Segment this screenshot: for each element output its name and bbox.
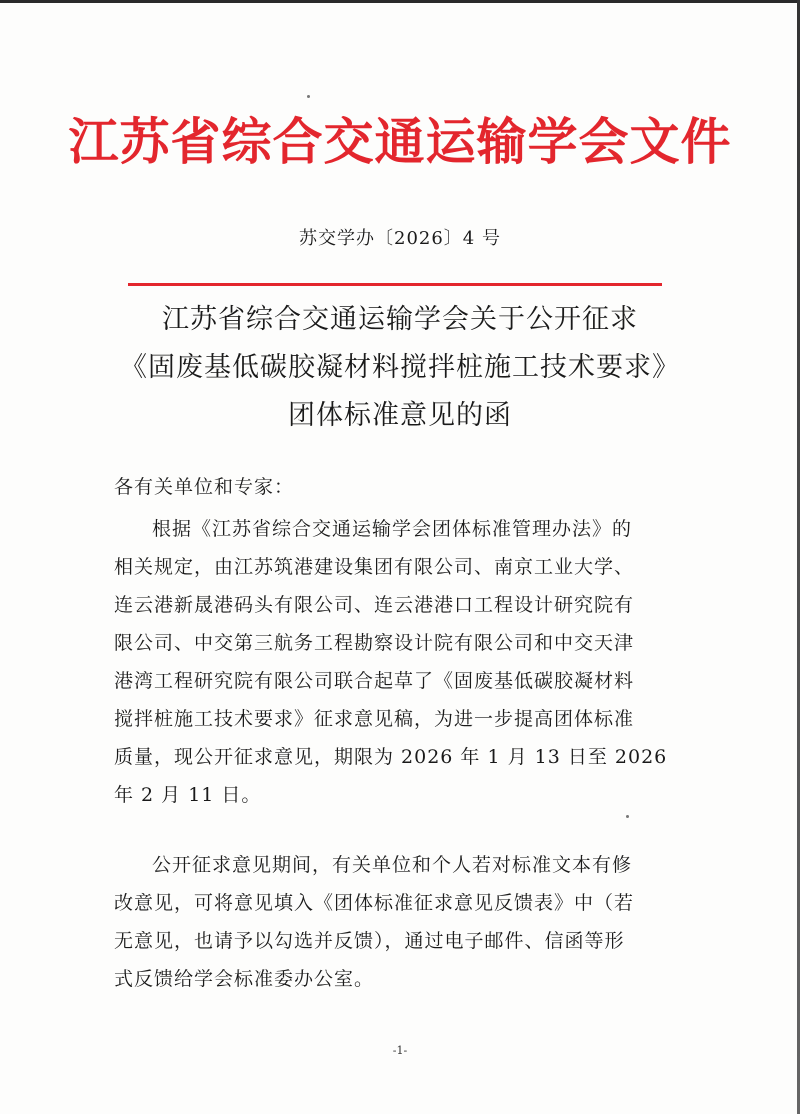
paragraph-line: 连云港新晟港码头有限公司、连云港港口工程设计研究院有 bbox=[114, 594, 635, 616]
scan-speck bbox=[626, 815, 629, 818]
red-divider-line bbox=[128, 283, 662, 286]
document-subject bbox=[0, 296, 800, 440]
body-paragraph-2 bbox=[114, 846, 696, 998]
scan-speck bbox=[307, 95, 310, 98]
subject-line: 江苏省综合交通运输学会关于公开征求 bbox=[162, 304, 638, 335]
document-number: 苏交学办〔2026〕4 号 bbox=[299, 228, 501, 249]
scan-top-edge bbox=[0, 0, 800, 3]
paragraph-line: 质量，现公开征求意见，期限为 2026 年 1 月 13 日至 2026 bbox=[114, 746, 668, 768]
subject-line: 《固废基低碳胶凝材料搅拌桩施工技术要求》 bbox=[120, 352, 680, 383]
paragraph-line: 港湾工程研究院有限公司联合起草了《固废基低碳胶凝材料 bbox=[114, 670, 635, 692]
paragraph-line: 公开征求意见期间，有关单位和个人若对标准文本有修 bbox=[152, 854, 633, 876]
body-paragraph-1 bbox=[114, 510, 696, 814]
paragraph-line: 根据《江苏省综合交通运输学会团体标准管理办法》的 bbox=[152, 518, 633, 540]
paragraph-line: 限公司、中交第三航务工程勘察设计院有限公司和中交天津 bbox=[114, 632, 635, 654]
paragraph-line: 无意见，也请予以勾选并反馈），通过电子邮件、信函等形 bbox=[114, 930, 625, 952]
paragraph-line: 年 2 月 11 日。 bbox=[114, 784, 262, 806]
paragraph-line: 相关规定，由江苏筑港建设集团有限公司、南京工业大学、 bbox=[114, 556, 635, 578]
paragraph-line: 式反馈给学会标准委办公室。 bbox=[114, 968, 375, 990]
page-number: -1- bbox=[392, 1044, 408, 1057]
document-header-title: 江苏省综合交通运输学会文件 bbox=[68, 112, 732, 171]
salutation: 各有关单位和专家： bbox=[114, 476, 295, 498]
paragraph-line: 搅拌桩施工技术要求》征求意见稿，为进一步提高团体标准 bbox=[114, 708, 635, 730]
subject-line: 团体标准意见的函 bbox=[288, 400, 512, 431]
paragraph-line: 改意见，可将意见填入《团体标准征求意见反馈表》中（若 bbox=[114, 892, 635, 914]
